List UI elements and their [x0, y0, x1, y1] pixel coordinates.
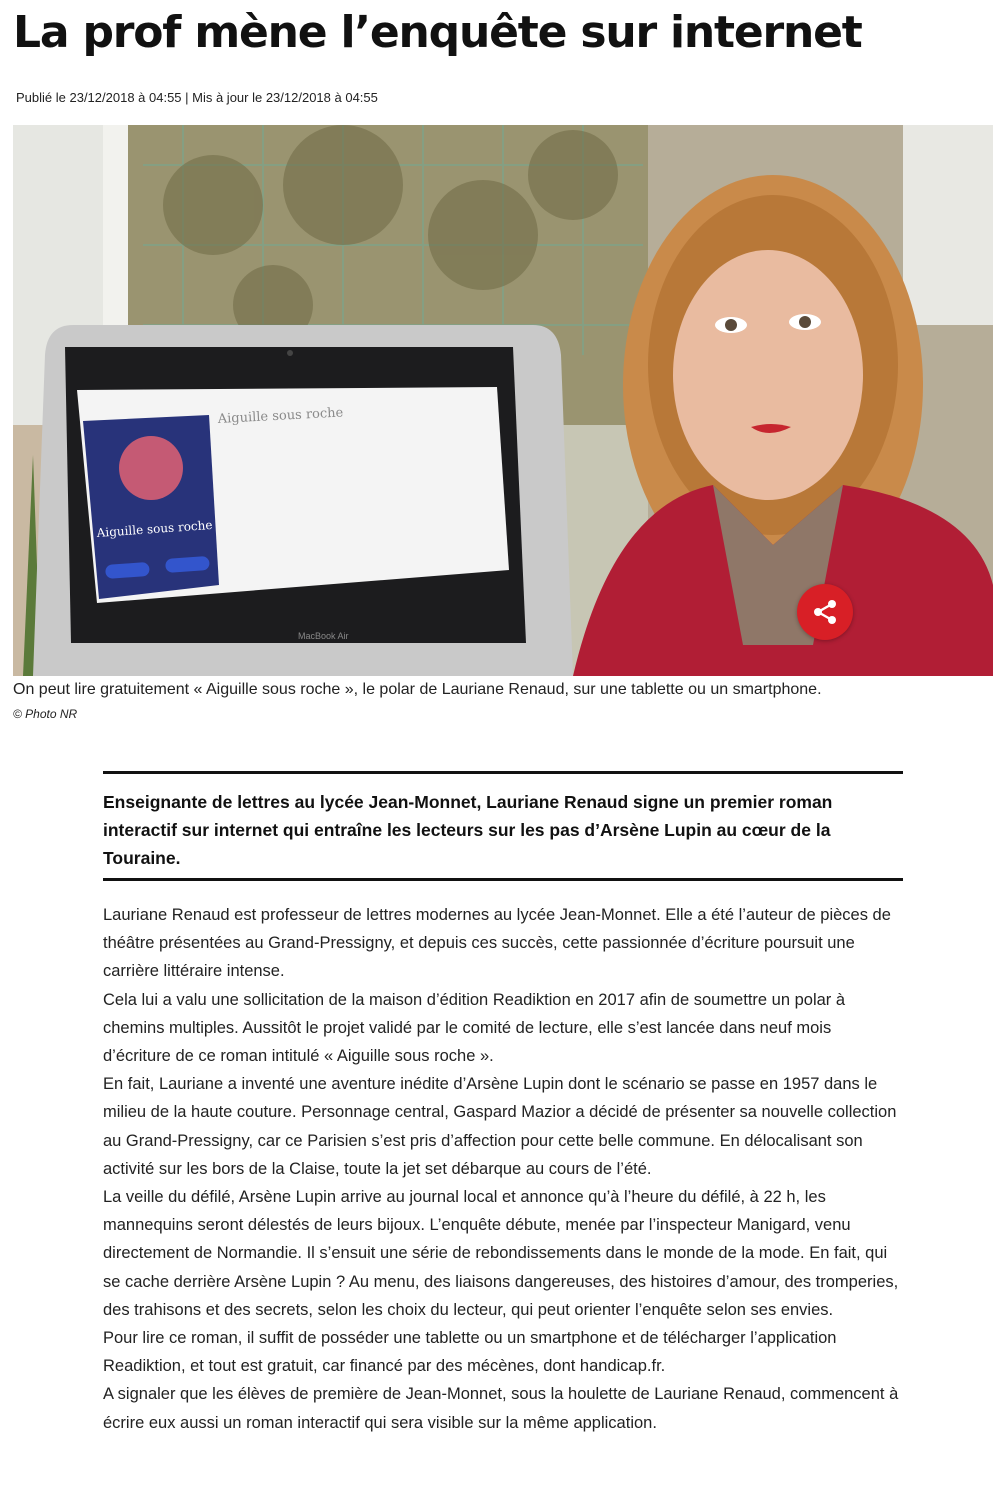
- article-paragraph: En fait, Lauriane a inventé une aventure inédite d’Arsène Lupin dont le scénario se passe en 1957 dans le milieu de la haute couture. Personnage central, Gaspard Mazior a décidé de présenter sa nouvelle collection au Grand-Pressigny, car ce Parisien s’est pris d’affection pour cette belle commune. En délocalisant son activité sur les bors de la Claise, toute la jet set débarque au cours de l’été.: [103, 1075, 897, 1178]
- svg-text:Aiguille sous roche: Aiguille sous roche: [217, 405, 344, 427]
- article-paragraph: Cela lui a valu une sollicitation de la maison d’édition Readiktion en 2017 afin de soumettre un polar à chemins multiples. Aussitôt le projet validé par le comité de lecture, elle s’est lancée dans neuf mois d’écriture de ce roman intitulé « Aiguille sous roche ».: [103, 990, 846, 1066]
- photo-caption: On peut lire gratuitement « Aiguille sous roche », le polar de Lauriane Renaud, sur une tablette ou un smartphone.: [13, 681, 822, 698]
- article-photo: [13, 125, 993, 676]
- article-lead: Enseignante de lettres au lycée Jean-Monnet, Lauriane Renaud signe un premier roman interactif sur internet qui entraîne les lecteurs sur les pas d’Arsène Lupin au cœur de la Touraine.: [103, 771, 903, 881]
- article-paragraph: A signaler que les élèves de première de Jean-Monnet, sous la houlette de Lauriane Renaud, commencent à écrire eux aussi un roman interactif qui sera visible sur la même application.: [103, 1385, 899, 1432]
- laptop-label: MacBook Air: [298, 631, 349, 641]
- article-title: La prof mène l’enquête sur internet: [13, 7, 862, 58]
- article-paragraph: La veille du défilé, Arsène Lupin arrive au journal local et annonce qu’à l’heure du défilé, à 22 h, les mannequins seront délestés de leurs bijoux. L’enquête débute, menée par l’inspecteur Manigard, venu directement de Normandie. Il s’ensuit une série de rebondissements dans le monde de la mode. En fait, qui se cache derrière Arsène Lupin ? Au menu, des liaisons dangereuses, des histoires d’amour, des tromperies, des trahisons et des secrets, selon les choix du lecteur, qui peut orienter l’enquête selon ses envies.: [103, 1188, 899, 1319]
- share-icon: [812, 599, 838, 625]
- article-paragraph: Lauriane Renaud est professeur de lettres modernes au lycée Jean-Monnet. Elle a été l’auteur de pièces de théâtre présentées au Grand-Pressigny, et depuis ces succès, cette passionnée d’écriture poursuit une carrière littéraire intense.: [103, 906, 891, 981]
- publication-meta: Publié le 23/12/2018 à 04:55 | Mis à jour le 23/12/2018 à 04:55: [16, 90, 378, 105]
- article-paragraph: Pour lire ce roman, il suffit de posséder une tablette ou un smartphone et de télécharger l’application Readiktion, et tout est gratuit, car financé par des mécènes, dont handicap.fr.: [103, 1329, 837, 1376]
- photo-credit: © Photo NR: [13, 707, 78, 721]
- article-body: [103, 901, 903, 1437]
- share-button[interactable]: [797, 584, 853, 640]
- screen-book-title: Aiguille sous roche: [96, 517, 213, 540]
